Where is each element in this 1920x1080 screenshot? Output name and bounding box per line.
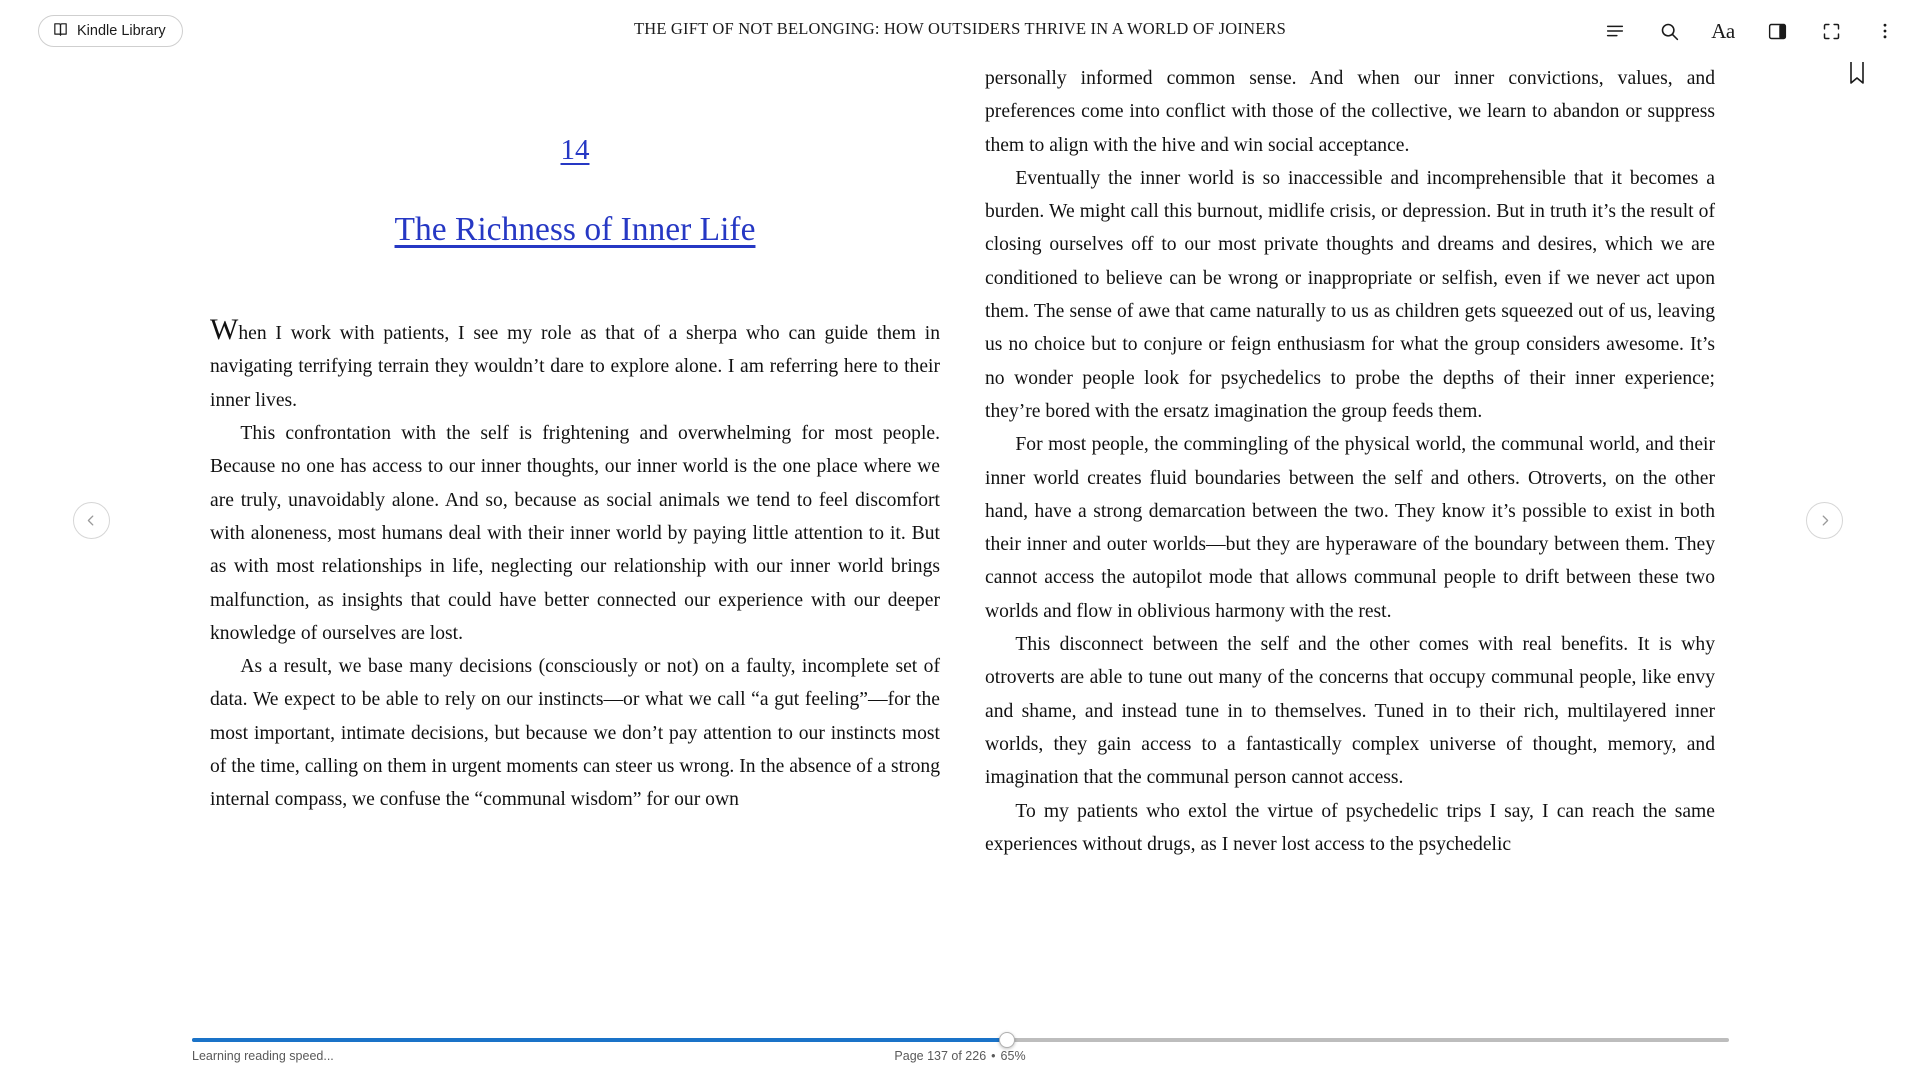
toolbar-actions (1602, 12, 1898, 50)
progress-knob[interactable] (999, 1032, 1015, 1048)
kindle-library-label: Kindle Library (77, 22, 166, 39)
table-of-contents-icon[interactable] (1602, 18, 1628, 44)
drop-cap: W (210, 313, 239, 347)
reader-page-area (0, 62, 1920, 1002)
sidebar-panel-icon[interactable] (1764, 18, 1790, 44)
page-number-label: Page 137 of 226 (894, 1049, 987, 1063)
reader-footer (0, 1000, 1920, 1080)
chapter-title[interactable]: The Richness of Inner Life (394, 211, 756, 248)
paragraph: personally informed common sense. And when our inner convictions, values, and preferences come into conflict with those of the collective, we learn to abandon or suppress them to align with the hive and win social acceptance. (985, 68, 1715, 156)
percent-label: 65% (1000, 1049, 1026, 1063)
reading-speed-status: Learning reading speed... (192, 1049, 334, 1063)
paragraph: This disconnect between the self and the other comes with real benefits. It is why otroverts are able to tune out many of the concerns that occupy communal people, like envy and shame, and instead tune in to themselves. Tuned in to their rich, multilayered inner worlds, they gain access to a fantastically complex universe of thought, memory, and imagination that the communal person cannot access. (985, 634, 1715, 789)
font-size-icon[interactable]: Aa (1711, 18, 1735, 43)
next-page-button[interactable] (1806, 502, 1843, 539)
paragraph: As a result, we base many decisions (consciously or not) on a faulty, incomplete set of data. We expect to be able to rely on our instincts—or what we call “a gut feeling”—for the most important, intimate decisions, but because we don’t pay attention to our instincts most of the time, calling on them in urgent moments can steer us wrong. In the absence of a strong internal compass, we confuse the “communal wisdom” for our own (210, 656, 940, 811)
search-icon[interactable] (1656, 18, 1682, 44)
book-title: THE GIFT OF NOT BELONGING: HOW OUTSIDERS THRIVE IN A WORLD OF JOINERS (633, 19, 1287, 38)
more-options-icon[interactable] (1872, 18, 1898, 44)
paragraph-text: hen I work with patients, I see my role as that of a sherpa who can guide them in navigating terrifying terrain they wouldn’t dare to explore alone. I am referring here to their inner lives. (210, 323, 940, 411)
previous-page-button[interactable] (73, 502, 110, 539)
paragraph: Eventually the inner world is so inaccessible and incomprehensible that it becomes a burden. We might call this burnout, midlife crisis, or depression. But in truth it’s the result of closing ourselves off to our most private thoughts and dreams and desires, which we are conditioned to believe can be wrong or inappropriate or selfish, even if we never act upon them. The sense of awe that came naturally to us as children gets squeezed out of us, leaving us no choice but to conjure or feign enthusiasm for what the group considers awesome. It’s no wonder people look for psychedelics to probe the depths of their inner experience; they’re bored with the ersatz imagination the group feeds them. (985, 167, 1715, 422)
separator: • (991, 1049, 996, 1063)
reading-progress-slider[interactable] (192, 1032, 1729, 1048)
progress-fill (192, 1038, 1007, 1042)
page-column-right (985, 62, 1715, 861)
page-position-indicator (0, 1049, 1920, 1063)
chapter-number[interactable]: 14 (560, 134, 590, 166)
paragraph (210, 315, 940, 417)
top-toolbar (0, 0, 1920, 62)
kindle-library-button[interactable] (38, 15, 183, 47)
page-column-left (210, 62, 940, 817)
book-icon (52, 21, 69, 42)
paragraph: For most people, the commingling of the physical world, the communal world, and their inner world creates fluid boundaries between the self and others. Otroverts, on the other hand, have a strong demarcation between the two. They know it’s possible to exist in both their inner and outer worlds—but they are hyperaware of the boundary between them. They cannot access the autopilot mode that allows communal people to drift between these two worlds and flow in oblivious harmony with the rest. (985, 434, 1715, 622)
paragraph: To my patients who extol the virtue of psychedelic trips I say, I can reach the same experiences without drugs, as I never lost access to the psychedelic (985, 800, 1715, 855)
fullscreen-icon[interactable] (1818, 18, 1844, 44)
paragraph: This confrontation with the self is frightening and overwhelming for most people. Because no one has access to our inner thoughts, our inner world is the one place where we are truly, unavoidably alone. And so, because as social animals we tend to feel discomfort with aloneness, most humans deal with their inner world by paying little attention to it. But as with most relationships in life, neglecting our relationship with our inner world brings malfunction, as insights that could have better connected our experience with our deeper knowledge of ourselves are lost. (210, 423, 940, 644)
